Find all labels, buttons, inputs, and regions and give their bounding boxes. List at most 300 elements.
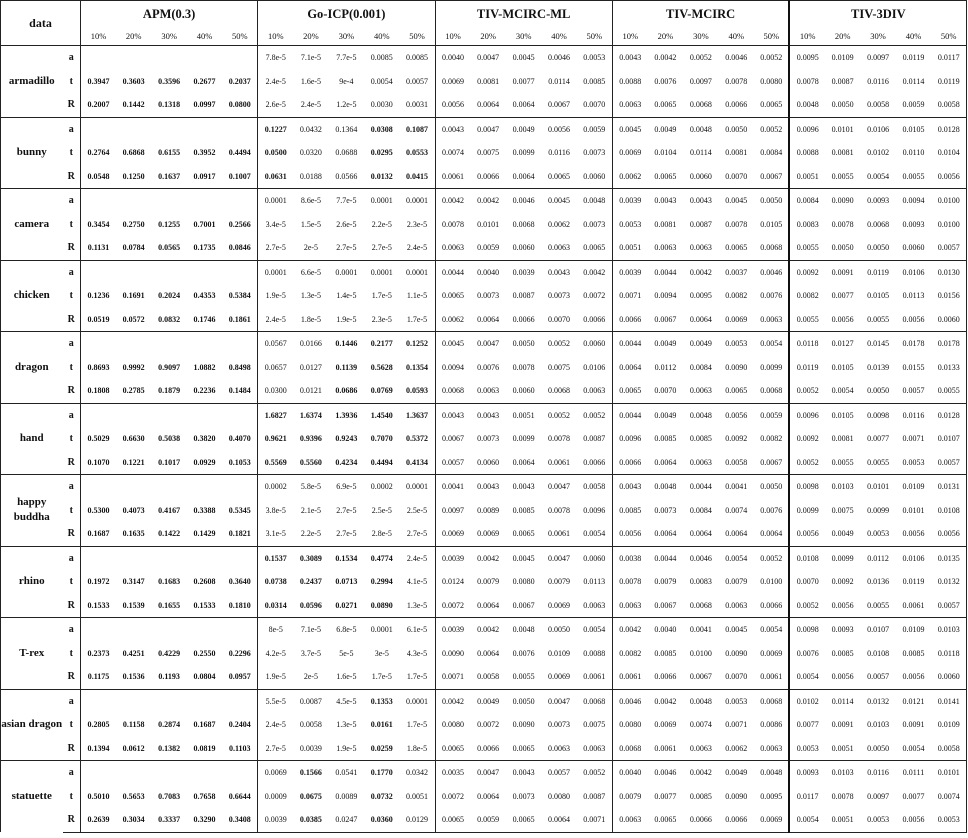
value-cell: 0.0097 (435, 499, 470, 523)
dataset-name: dragon (1, 332, 63, 404)
value-cell: 0.0079 (548, 577, 571, 587)
value-cell: 0.7001 (193, 219, 216, 229)
group-header-go-icp: Go-ICP(0.001) (258, 1, 435, 28)
value-cell: 0.0066 (477, 171, 500, 181)
value-cell: 0.0066 (512, 314, 535, 324)
value-cell: 0.0166 (293, 332, 328, 356)
value-cell: 1.8e-5 (300, 314, 322, 324)
table-row (1, 260, 967, 284)
value-cell: 0.0105 (867, 291, 890, 301)
percent-header: 30% (506, 27, 541, 46)
param-label: a (63, 403, 81, 427)
value-cell: 1.9e-5 (258, 665, 293, 689)
value-cell: 0.3388 (193, 505, 216, 515)
value-cell: 0.0053 (931, 808, 966, 832)
value-cell: 0.0101 (931, 761, 966, 785)
value-cell: 0.0300 (258, 379, 293, 403)
value-cell: 0.0161 (370, 720, 393, 730)
value-cell (187, 260, 222, 284)
value-cell: 0.0056 (789, 522, 824, 546)
value-cell: 0.0042 (470, 189, 505, 213)
value-cell: 0.0041 (435, 475, 470, 499)
value-cell: 0.0052 (754, 46, 789, 70)
value-cell: 0.5038 (158, 434, 181, 444)
value-cell: 0.0065 (512, 743, 535, 753)
value-cell: 0.0732 (370, 791, 393, 801)
value-cell: 0.0063 (548, 243, 571, 253)
value-cell: 0.2437 (299, 577, 322, 587)
value-cell: 0.0052 (754, 546, 789, 570)
value-cell: 0.0050 (867, 386, 890, 396)
value-cell: 0.0044 (612, 332, 647, 356)
table-row (1, 594, 967, 618)
value-cell: 0.0063 (612, 93, 647, 117)
value-cell: 0.0050 (506, 689, 541, 713)
value-cell: 0.1537 (258, 546, 293, 570)
value-cell: 0.3337 (151, 808, 186, 832)
value-cell: 0.0078 (831, 219, 854, 229)
value-cell: 0.0068 (760, 243, 783, 253)
value-cell: 0.0067 (435, 427, 470, 451)
value-cell: 0.0055 (789, 308, 824, 332)
value-cell: 0.0081 (477, 76, 500, 86)
value-cell: 0.0068 (689, 100, 712, 110)
value-cell: 0.1422 (158, 529, 181, 539)
value-cell: 7.7e-5 (329, 189, 364, 213)
value-cell: 0.0052 (683, 46, 718, 70)
value-cell: 0.0997 (193, 100, 216, 110)
value-cell: 0.0076 (512, 648, 535, 658)
value-cell (81, 117, 116, 141)
value-cell: 0.0056 (931, 522, 966, 546)
value-cell: 0.7083 (158, 791, 181, 801)
value-cell: 0.0045 (506, 546, 541, 570)
value-cell: 0.0074 (931, 785, 966, 809)
value-cell: 2.5e-5 (406, 505, 428, 515)
value-cell: 0.0053 (860, 808, 895, 832)
value-cell: 0.0052 (541, 332, 576, 356)
value-cell: 0.0060 (512, 386, 535, 396)
value-cell: 0.0057 (902, 386, 925, 396)
value-cell: 0.0061 (612, 665, 647, 689)
value-cell: 0.0054 (583, 529, 606, 539)
value-cell: 0.0087 (293, 689, 328, 713)
dataset-name: hand (1, 403, 63, 475)
value-cell: 0.0061 (654, 743, 677, 753)
value-cell: 0.0056 (831, 600, 854, 610)
value-cell: 0.0068 (689, 600, 712, 610)
value-cell: 0.0093 (860, 189, 895, 213)
value-cell: 0.0065 (760, 100, 783, 110)
value-cell: 0.0800 (228, 100, 251, 110)
value-cell (81, 689, 116, 713)
value-cell: 0.0081 (725, 148, 748, 158)
value-cell: 0.0096 (583, 505, 606, 515)
value-cell: 0.5010 (81, 785, 116, 809)
value-cell: 0.0130 (931, 260, 966, 284)
percent-header: 10% (789, 27, 824, 46)
value-cell: 0.0064 (477, 648, 500, 658)
value-cell: 0.0071 (902, 434, 925, 444)
value-cell: 7.1e-5 (293, 618, 328, 642)
value-cell: 0.0099 (512, 434, 535, 444)
table-row (1, 236, 967, 260)
value-cell: 0.0057 (541, 761, 576, 785)
value-cell: 0.7070 (370, 434, 393, 444)
value-cell: 0.0094 (435, 356, 470, 380)
value-cell: 0.0064 (477, 314, 500, 324)
value-cell: 0.8693 (81, 356, 116, 380)
value-cell: 0.0054 (831, 386, 854, 396)
value-cell: 0.0049 (683, 332, 718, 356)
value-cell: 1.7e-5 (406, 720, 428, 730)
value-cell: 0.0078 (725, 76, 748, 86)
value-cell: 0.0040 (470, 260, 505, 284)
value-cell: 0.0052 (789, 451, 824, 475)
value-cell: 0.5569 (258, 451, 293, 475)
value-cell: 0.0093 (825, 618, 860, 642)
value-cell: 4.2e-5 (258, 642, 293, 666)
table-row (1, 570, 967, 594)
value-cell: 0.0087 (512, 291, 535, 301)
value-cell (222, 332, 258, 356)
value-cell (187, 189, 222, 213)
value-cell: 0.0083 (689, 577, 712, 587)
value-cell: 0.0048 (754, 761, 789, 785)
value-cell: 0.4353 (193, 291, 216, 301)
value-cell: 0.0066 (760, 600, 783, 610)
value-cell: 0.0081 (831, 434, 854, 444)
value-cell: 0.0188 (299, 171, 322, 181)
value-cell: 0.0132 (370, 171, 393, 181)
value-cell: 0.6155 (158, 148, 181, 158)
param-label: a (63, 46, 81, 70)
value-cell: 0.0128 (931, 403, 966, 427)
value-cell: 0.0957 (228, 672, 251, 682)
percent-header: 20% (116, 27, 151, 46)
value-cell (116, 260, 151, 284)
value-cell: 0.0069 (654, 720, 677, 730)
value-cell: 5.5e-5 (258, 689, 293, 713)
param-label: t (69, 433, 73, 445)
value-cell (222, 403, 258, 427)
value-cell: 0.2608 (193, 577, 216, 587)
value-cell: 0.0118 (789, 332, 824, 356)
value-cell: 0.0056 (902, 529, 925, 539)
value-cell: 0.0103 (931, 618, 966, 642)
value-cell: 0.0049 (470, 689, 505, 713)
value-cell: 0.0061 (583, 672, 606, 682)
value-cell: 0.0050 (719, 117, 754, 141)
value-cell: 0.0121 (299, 386, 322, 396)
value-cell: 0.0846 (228, 243, 251, 253)
value-cell: 0.0091 (902, 720, 925, 730)
value-cell: 0.0116 (548, 148, 570, 158)
value-cell: 0.0063 (689, 743, 712, 753)
table-row (1, 70, 967, 94)
param-label: R (67, 385, 75, 397)
value-cell: 0.0072 (477, 720, 500, 730)
value-cell: 0.0054 (789, 808, 824, 832)
value-cell: 0.0133 (931, 356, 966, 380)
value-cell: 2.7e-5 (258, 737, 293, 761)
value-cell: 0.2177 (364, 332, 399, 356)
value-cell: 0.0002 (364, 475, 399, 499)
param-label: R (67, 242, 75, 254)
value-cell: 0.0077 (789, 713, 824, 737)
value-cell: 0.0042 (435, 689, 470, 713)
value-cell: 0.0050 (831, 243, 854, 253)
value-cell: 0.0119 (896, 46, 931, 70)
value-cell: 0.1770 (364, 761, 399, 785)
value-cell: 0.0075 (583, 720, 606, 730)
value-cell: 0.0784 (122, 243, 145, 253)
value-cell: 0.3454 (81, 213, 116, 237)
value-cell: 0.2007 (81, 93, 116, 117)
value-cell: 0.1252 (400, 332, 436, 356)
value-cell: 0.3034 (116, 808, 151, 832)
value-cell (81, 618, 116, 642)
value-cell: 0.0055 (831, 457, 854, 467)
value-cell: 0.0055 (902, 171, 925, 181)
value-cell: 2.3e-5 (371, 314, 392, 324)
value-cell: 0.0713 (335, 577, 358, 587)
value-cell: 1.6e-5 (300, 76, 322, 86)
value-cell: 0.0085 (654, 434, 677, 444)
value-cell: 0.0049 (506, 117, 541, 141)
value-cell: 0.0043 (612, 46, 647, 70)
value-cell: 0.0098 (789, 475, 824, 499)
value-cell: 0.0070 (583, 100, 606, 110)
value-cell: 0.0566 (335, 171, 358, 181)
param-label: a (63, 117, 81, 141)
value-cell: 0.0117 (931, 46, 966, 70)
value-cell: 0.0054 (902, 743, 925, 753)
value-cell: 0.0127 (299, 362, 322, 372)
param-label: a (63, 332, 81, 356)
value-cell: 0.0101 (902, 505, 925, 515)
value-cell: 0.0039 (299, 743, 322, 753)
value-cell: 0.0057 (867, 672, 890, 682)
percent-header: 20% (470, 27, 505, 46)
value-cell: 0.1087 (400, 117, 436, 141)
value-cell: 0.1175 (81, 665, 116, 689)
value-cell: 0.3596 (158, 76, 181, 86)
value-cell: 0.1821 (228, 529, 251, 539)
dataset-name: asian dragon (1, 689, 63, 761)
value-cell (187, 332, 222, 356)
value-cell: 0.0128 (931, 117, 966, 141)
value-cell: 0.5345 (228, 505, 251, 515)
value-cell: 0.0076 (789, 642, 824, 666)
param-label: a (63, 189, 81, 213)
value-cell: 0.0145 (860, 332, 895, 356)
value-cell: 0.0819 (193, 743, 216, 753)
value-cell: 0.0068 (577, 689, 613, 713)
value-cell: 0.0087 (583, 434, 606, 444)
value-cell: 0.0051 (789, 165, 824, 189)
value-cell: 0.4073 (122, 505, 145, 515)
value-cell: 0.1158 (122, 720, 145, 730)
value-cell: 0.3640 (228, 577, 251, 587)
value-cell: 0.6630 (122, 434, 145, 444)
value-cell: 0.0105 (896, 117, 931, 141)
param-label: R (67, 170, 75, 182)
value-cell: 0.0314 (258, 594, 293, 618)
value-cell: 0.0675 (299, 791, 322, 801)
value-cell: 0.0052 (541, 403, 576, 427)
value-cell: 0.0065 (506, 808, 541, 832)
value-cell: 0.0040 (612, 761, 647, 785)
value-cell: 0.0054 (754, 332, 789, 356)
value-cell: 0.0105 (825, 403, 860, 427)
value-cell: 1.6827 (258, 403, 293, 427)
table-row (1, 665, 967, 689)
value-cell: 0.0045 (719, 618, 754, 642)
value-cell: 0.2296 (228, 648, 251, 658)
value-cell (187, 117, 222, 141)
value-cell: 0.0095 (789, 46, 824, 70)
value-cell: 0.0047 (470, 117, 505, 141)
param-label: t (69, 647, 73, 659)
value-cell: 0.0078 (789, 70, 824, 94)
value-cell: 0.0042 (683, 761, 718, 785)
value-cell: 0.0064 (654, 457, 677, 467)
value-cell: 0.9621 (258, 427, 293, 451)
value-cell: 0.0054 (370, 76, 393, 86)
value-cell: 0.0076 (654, 76, 677, 86)
table-row (1, 451, 967, 475)
percent-header: 40% (541, 27, 576, 46)
value-cell: 0.1236 (81, 284, 116, 308)
value-cell: 0.0048 (683, 689, 718, 713)
table-row (1, 356, 967, 380)
value-cell: 0.0612 (122, 743, 145, 753)
value-cell: 0.0061 (435, 165, 470, 189)
value-cell (222, 689, 258, 713)
value-cell: 0.0075 (831, 505, 854, 515)
value-cell: 0.0085 (689, 791, 712, 801)
value-cell: 0.4167 (158, 505, 181, 515)
value-cell (81, 403, 116, 427)
table-row (1, 213, 967, 237)
value-cell: 0.0068 (754, 689, 789, 713)
value-cell: 0.0069 (754, 808, 789, 832)
value-cell: 0.9396 (299, 434, 322, 444)
value-cell: 0.0082 (612, 642, 647, 666)
value-cell: 0.0132 (860, 689, 895, 713)
value-cell: 0.0085 (831, 648, 854, 658)
value-cell: 0.7658 (193, 791, 216, 801)
value-cell: 0.0060 (902, 243, 925, 253)
value-cell: 0.0832 (158, 314, 181, 324)
value-cell: 0.0080 (548, 791, 571, 801)
value-cell: 0.0077 (512, 76, 535, 86)
value-cell: 0.1637 (158, 171, 181, 181)
value-cell: 0.0072 (583, 291, 606, 301)
percent-header: 40% (364, 27, 399, 46)
value-cell: 0.0124 (435, 570, 470, 594)
value-cell: 0.0073 (548, 720, 571, 730)
value-cell: 0.0098 (860, 403, 895, 427)
value-cell: 0.0071 (725, 720, 748, 730)
value-cell: 0.0096 (612, 427, 647, 451)
value-cell: 0.0030 (370, 100, 393, 110)
value-cell: 0.0090 (725, 362, 748, 372)
value-cell: 0.0114 (690, 148, 712, 158)
value-cell: 0.0044 (648, 260, 683, 284)
value-cell: 0.0069 (435, 522, 470, 546)
value-cell: 0.0048 (683, 117, 718, 141)
value-cell: 0.1879 (158, 386, 181, 396)
value-cell: 0.0081 (831, 148, 854, 158)
value-cell (116, 189, 151, 213)
value-cell: 2.8e-5 (371, 529, 392, 539)
value-cell (222, 260, 258, 284)
value-cell: 0.0090 (435, 642, 470, 666)
value-cell: 0.0110 (902, 148, 925, 158)
value-cell: 0.0074 (689, 720, 712, 730)
value-cell: 0.0059 (477, 243, 500, 253)
value-cell: 0.0060 (577, 332, 613, 356)
value-cell: 0.0050 (754, 189, 789, 213)
value-cell: 0.4234 (335, 457, 358, 467)
value-cell: 0.0051 (406, 791, 429, 801)
value-cell (222, 546, 258, 570)
dataset-name: T-rex (1, 618, 63, 690)
value-cell (116, 689, 151, 713)
value-cell: 0.3820 (193, 434, 216, 444)
value-cell: 0.0049 (648, 332, 683, 356)
value-cell: 0.1053 (228, 457, 251, 467)
value-cell: 0.0060 (577, 546, 613, 570)
value-cell: 0.0052 (789, 594, 824, 618)
value-cell: 0.0093 (789, 761, 824, 785)
value-cell: 0.0056 (612, 522, 647, 546)
value-cell: 0.0043 (506, 761, 541, 785)
value-cell: 0.0079 (725, 577, 748, 587)
value-cell: 0.0039 (506, 260, 541, 284)
value-cell: 1.4540 (364, 403, 399, 427)
value-cell: 0.0001 (329, 260, 364, 284)
value-cell: 0.0001 (400, 189, 436, 213)
value-cell: 0.0061 (548, 529, 571, 539)
value-cell: 0.0037 (719, 260, 754, 284)
value-cell: 0.0102 (789, 689, 824, 713)
value-cell: 0.0055 (867, 314, 890, 324)
value-cell: 0.0062 (435, 308, 470, 332)
value-cell: 0.0519 (81, 308, 116, 332)
value-cell: 0.0065 (725, 243, 748, 253)
value-cell: 0.1382 (158, 743, 181, 753)
value-cell: 1.8e-5 (406, 743, 428, 753)
value-cell (187, 46, 222, 70)
value-cell: 0.0063 (583, 600, 606, 610)
value-cell: 0.0119 (902, 577, 925, 587)
value-cell: 0.0099 (825, 546, 860, 570)
value-cell: 0.0092 (789, 427, 824, 451)
value-cell: 0.0058 (477, 672, 500, 682)
value-cell: 0.0043 (683, 189, 718, 213)
value-cell: 0.0109 (931, 713, 966, 737)
value-cell: 0.0071 (435, 665, 470, 689)
value-cell: 0.0059 (470, 808, 505, 832)
value-cell: 2.7e-5 (258, 236, 293, 260)
value-cell: 2.4e-5 (400, 546, 436, 570)
value-cell: 0.0058 (931, 93, 966, 117)
value-cell: 0.1394 (81, 737, 116, 761)
value-cell (81, 475, 116, 499)
